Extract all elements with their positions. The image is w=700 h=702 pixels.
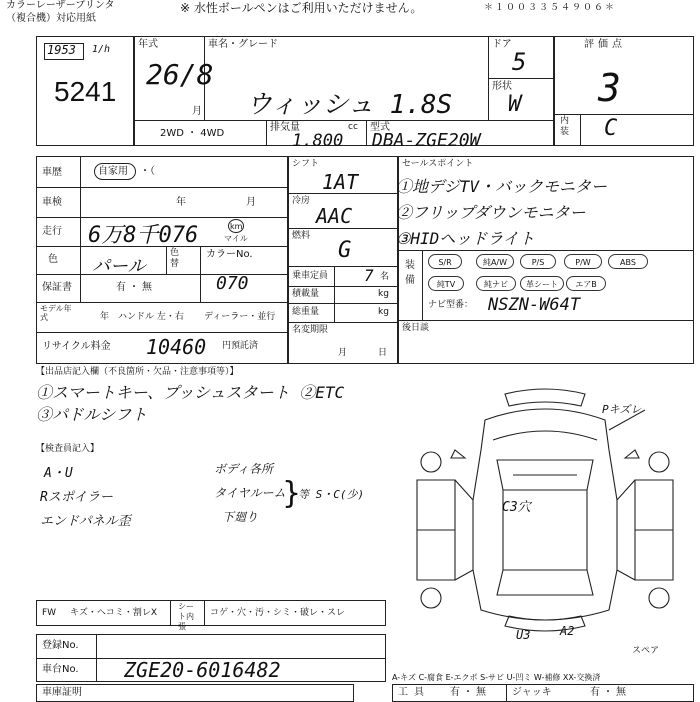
mileage-value: 6万8千076 <box>88 223 199 248</box>
door-label: ドア <box>492 39 512 50</box>
model-year-label: モデル年式 <box>40 304 72 322</box>
drive-label: 2WD ・ 4WD <box>160 128 225 139</box>
fuel-label: 燃料 <box>292 231 311 241</box>
rating-value: 3 <box>598 66 621 110</box>
warranty-value: 有・無 <box>116 282 155 293</box>
afterwards-label: 後日談 <box>402 323 430 333</box>
inspector-row-3: エンドパネル歪 <box>40 514 131 529</box>
mileage-unit-km: km <box>230 222 243 231</box>
equip-power-window: P/W <box>564 254 602 269</box>
notes-label: 【出品店記入欄（不良箇所・欠品・注意事項等）】 <box>36 367 239 377</box>
recycle-label: リサイクル料金 <box>42 341 111 352</box>
inspector-row-2: Rスポイラー <box>40 490 113 505</box>
year-label: 年式 <box>138 39 158 50</box>
lot-suffix: 1/h <box>92 44 111 55</box>
color-no-value: 070 <box>216 273 249 294</box>
weight-unit: kg <box>378 307 389 317</box>
fuel-value: G <box>338 238 352 263</box>
capacity-unit: 名 <box>380 272 390 282</box>
door-value: 5 <box>512 48 527 76</box>
history-rest: ・（ <box>140 166 155 177</box>
year-value: 26/8 <box>146 58 214 91</box>
weight-label: 総重量 <box>292 307 320 317</box>
month-unit: 月 <box>192 106 202 117</box>
ink-notice: ※ 水性ボールペンはご利用いただけません。 <box>180 1 423 15</box>
color-label: 色 <box>48 254 58 265</box>
history-label: 車歴 <box>42 167 62 178</box>
inspector-right-1: ボディ各所 <box>214 462 274 476</box>
seat-text: コゲ・穴・汚・シミ・破レ・スレ <box>210 608 346 618</box>
model-year-year: 年 <box>100 312 110 322</box>
tools-value: 有・無 <box>450 687 489 698</box>
mileage-label: 走行 <box>42 226 62 237</box>
warranty-label: 保証書 <box>42 282 72 293</box>
displacement-label: 排気量 <box>270 122 300 133</box>
diagram-bottom-left: U3 <box>516 628 531 642</box>
shape-value: W <box>508 92 522 117</box>
certificate-label: 車庫証明 <box>42 687 82 698</box>
serial-number: ＊１００３３５４９０６＊ <box>484 3 617 13</box>
fw-label: FW <box>42 608 57 618</box>
equip-navi: 純ナビ <box>476 276 516 291</box>
equip-alloy-wheel: 純A/W <box>476 254 514 269</box>
inspection-label: 車検 <box>42 197 62 208</box>
load-unit: kg <box>378 289 389 299</box>
jack-value: 有・無 <box>590 687 629 698</box>
spare-label: スペア <box>632 646 660 656</box>
sales-point-2: ②フリップダウンモニター <box>396 203 586 222</box>
color-value: パール <box>92 256 146 277</box>
equipment-label: 装備 <box>405 260 415 286</box>
shift-value: 1AT <box>322 170 359 194</box>
inspection-month: 月 <box>246 197 256 208</box>
fw-text: キズ・ヘコミ・割レX <box>70 608 157 618</box>
capacity-value: 7 <box>364 266 374 285</box>
load-label: 積載量 <box>292 289 320 299</box>
navi-label: ナビ型番： <box>428 300 474 310</box>
reg-label: 登録No. <box>42 640 79 651</box>
navi-value: NSZN-W64T <box>488 295 581 315</box>
recycle-value: 10460 <box>146 335 207 359</box>
rating-label: 評価点 <box>584 39 626 50</box>
reg-change-month: 月 <box>338 348 348 358</box>
rating-box <box>554 36 694 146</box>
chassis-value: ZGE20-6016482 <box>124 658 281 682</box>
interior-label: 内装 <box>560 116 570 137</box>
diagram-label-tl: Pキズレ <box>602 403 642 416</box>
inspector-right-3: 下廻り <box>222 510 259 524</box>
reg-change-day: 日 <box>378 348 388 358</box>
inspector-label: 【検査員記入】 <box>36 444 100 454</box>
color-change-label: 色替 <box>170 248 180 269</box>
equip-airbag: エアB <box>566 276 606 291</box>
inspection-year: 年 <box>176 197 186 208</box>
diagram-bottom-mid: A2 <box>560 624 575 638</box>
diagram-center-label: C3穴 <box>502 500 531 515</box>
model-value: DBA-ZGE20W <box>372 130 481 151</box>
notes-line-2: ③パドルシフト <box>36 405 148 424</box>
equip-abs: ABS <box>608 254 648 269</box>
tools-label: 工具 <box>398 687 430 698</box>
equip-tv: 純TV <box>428 276 464 291</box>
shape-label: 形状 <box>492 81 512 92</box>
name-value: ウィッシュ 1.8S <box>246 90 453 120</box>
displacement-value: 1.800 <box>292 131 344 151</box>
inspector-bracket: 等 S・C(少) <box>298 488 365 501</box>
sales-point-3: ③HIDヘッドライト <box>396 229 535 248</box>
lot-small: 1953 <box>47 43 76 57</box>
inspector-row-1: A・U <box>44 466 73 481</box>
notes-line-1: ①スマートキー、プッシュスタート ②ETC <box>36 383 345 402</box>
name-label: 車名・グレード <box>208 39 278 50</box>
sales-points-label: セールスポイント <box>402 159 474 169</box>
reg-change-label: 名変期限 <box>292 325 329 335</box>
recycle-unit: 円預託済 <box>222 341 259 351</box>
displacement-unit: cc <box>348 122 358 132</box>
ac-value: AAC <box>316 204 353 228</box>
capacity-label: 乗車定員 <box>292 271 329 281</box>
chassis-label: 車台No. <box>42 664 79 675</box>
sales-point-1: ①地デジTV・バックモニター <box>396 177 607 196</box>
jack-label: ジャッキ <box>512 687 552 698</box>
color-no-label: カラーNo. <box>206 249 253 260</box>
inspector-bracket-glyph: } <box>282 476 302 511</box>
mileage-unit-mile: マイル <box>224 234 248 243</box>
printer-line-1: カラーレーザープリンタ <box>6 0 115 11</box>
printer-line-2: （複合機）対応用紙 <box>6 13 96 24</box>
equip-power-steering: P/S <box>520 254 556 269</box>
handle-label: ハンドル 左・右 <box>118 312 184 322</box>
car-diagram <box>395 380 695 650</box>
dealer-label: ディーラー・並行 <box>204 312 276 322</box>
shift-label: シフト <box>292 159 320 169</box>
interior-value: C <box>604 116 618 141</box>
ac-label: 冷房 <box>292 196 311 206</box>
seat-label: シート内張 <box>178 602 194 631</box>
model-label: 型式 <box>370 122 390 133</box>
equip-sr: S/R <box>428 254 462 269</box>
certificate-box <box>36 684 354 702</box>
inspector-right-2: タイヤルーム <box>214 486 286 500</box>
history-value: 自家用 <box>98 166 128 177</box>
lot-number: 5241 <box>54 76 117 107</box>
damage-legend: A-キズ C-腐食 E-エクボ S-サビ U-凹ミ W-補修 XX-交換済 <box>392 673 601 682</box>
equip-leather: 革シート <box>520 276 564 291</box>
